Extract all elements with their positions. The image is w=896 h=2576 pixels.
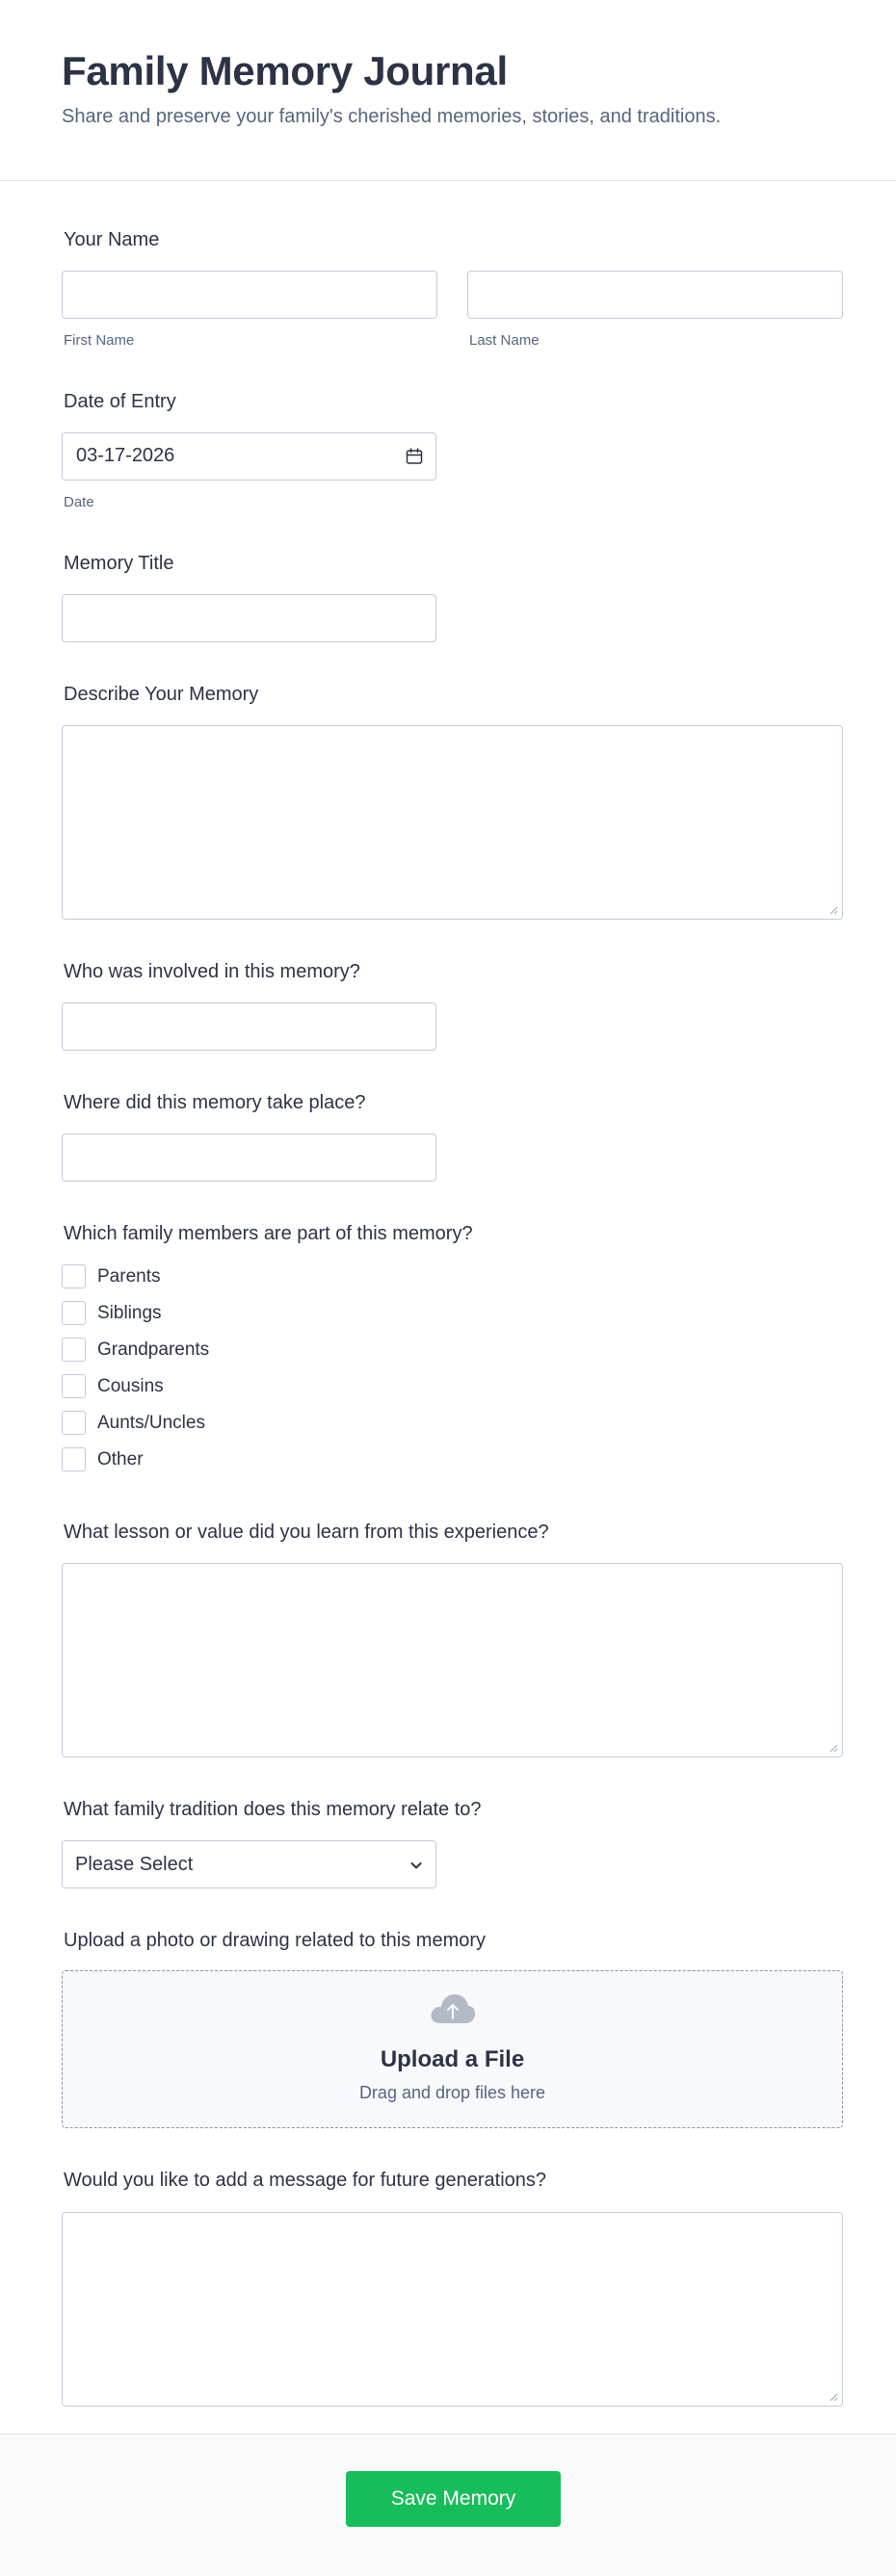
resize-grip-icon[interactable] [830, 2393, 838, 2402]
checkbox-label: Other [97, 1449, 144, 1470]
date-value: 03-17-2026 [76, 445, 175, 466]
cloud-upload-icon [429, 1991, 477, 2027]
lesson-textarea[interactable] [62, 1563, 843, 1757]
checkbox-label: Aunts/Uncles [97, 1413, 205, 1433]
date-input[interactable] [62, 432, 436, 481]
place-label: Where did this memory take place? [64, 1092, 366, 1113]
resize-grip-icon[interactable] [830, 906, 838, 915]
checkbox-option-siblings[interactable] [62, 1300, 447, 1327]
resize-grip-icon[interactable] [830, 1744, 838, 1753]
name-label: Your Name [64, 229, 160, 250]
last-name-sublabel: Last Name [469, 332, 540, 349]
checkbox-label: Parents [97, 1266, 161, 1287]
memory-title-label: Memory Title [64, 553, 174, 574]
form-footer [0, 2433, 896, 2576]
checkbox-label: Siblings [97, 1303, 162, 1323]
first-name-input[interactable] [62, 271, 437, 319]
family-members-label: Which family members are part of this memory? [64, 1223, 473, 1244]
upload-label: Upload a photo or drawing related to this memory [64, 1930, 487, 1951]
checkbox-option-aunts-uncles[interactable] [62, 1410, 447, 1437]
checkbox-option-cousins[interactable] [62, 1373, 447, 1400]
calendar-icon[interactable] [405, 447, 424, 466]
checkbox[interactable] [62, 1301, 86, 1325]
form-subtitle: Share and preserve your family's cherished memories, stories, and traditions. [62, 106, 722, 127]
checkbox-label: Cousins [97, 1376, 164, 1396]
checkbox[interactable] [62, 1338, 86, 1362]
checkbox-label: Grandparents [97, 1340, 210, 1360]
checkbox-option-other[interactable] [62, 1446, 447, 1473]
tradition-select[interactable] [62, 1840, 436, 1888]
upload-title: Upload a File [380, 2046, 525, 2072]
date-sublabel: Date [64, 494, 94, 510]
save-memory-button[interactable]: Save Memory [346, 2471, 561, 2527]
checkbox-option-grandparents[interactable] [62, 1337, 447, 1364]
first-name-sublabel: First Name [64, 332, 135, 349]
tradition-selected-value: Please Select [75, 1854, 194, 1875]
future-message-label: Would you like to add a message for future generations? [64, 2170, 547, 2191]
form-header [0, 0, 896, 181]
future-message-textarea[interactable] [62, 2212, 843, 2407]
checkbox[interactable] [62, 1411, 86, 1435]
checkbox[interactable] [62, 1447, 86, 1471]
form-title: Family Memory Journal [62, 48, 508, 93]
checkbox-option-parents[interactable] [62, 1263, 447, 1290]
chevron-down-icon[interactable] [408, 1858, 424, 1873]
date-label: Date of Entry [64, 391, 176, 412]
memory-title-input[interactable] [62, 594, 436, 642]
involved-label: Who was involved in this memory? [64, 961, 360, 982]
description-textarea[interactable] [62, 725, 843, 920]
upload-subtitle: Drag and drop files here [358, 2083, 546, 2102]
tradition-label: What family tradition does this memory relate to? [64, 1799, 482, 1820]
checkbox[interactable] [62, 1374, 86, 1398]
checkbox[interactable] [62, 1264, 86, 1288]
description-label: Describe Your Memory [64, 684, 259, 705]
last-name-input[interactable] [467, 271, 843, 319]
lesson-label: What lesson or value did you learn from this experience? [64, 1522, 549, 1543]
involved-input[interactable] [62, 1002, 436, 1051]
place-input[interactable] [62, 1133, 436, 1182]
file-upload-dropzone[interactable] [62, 1970, 843, 2128]
